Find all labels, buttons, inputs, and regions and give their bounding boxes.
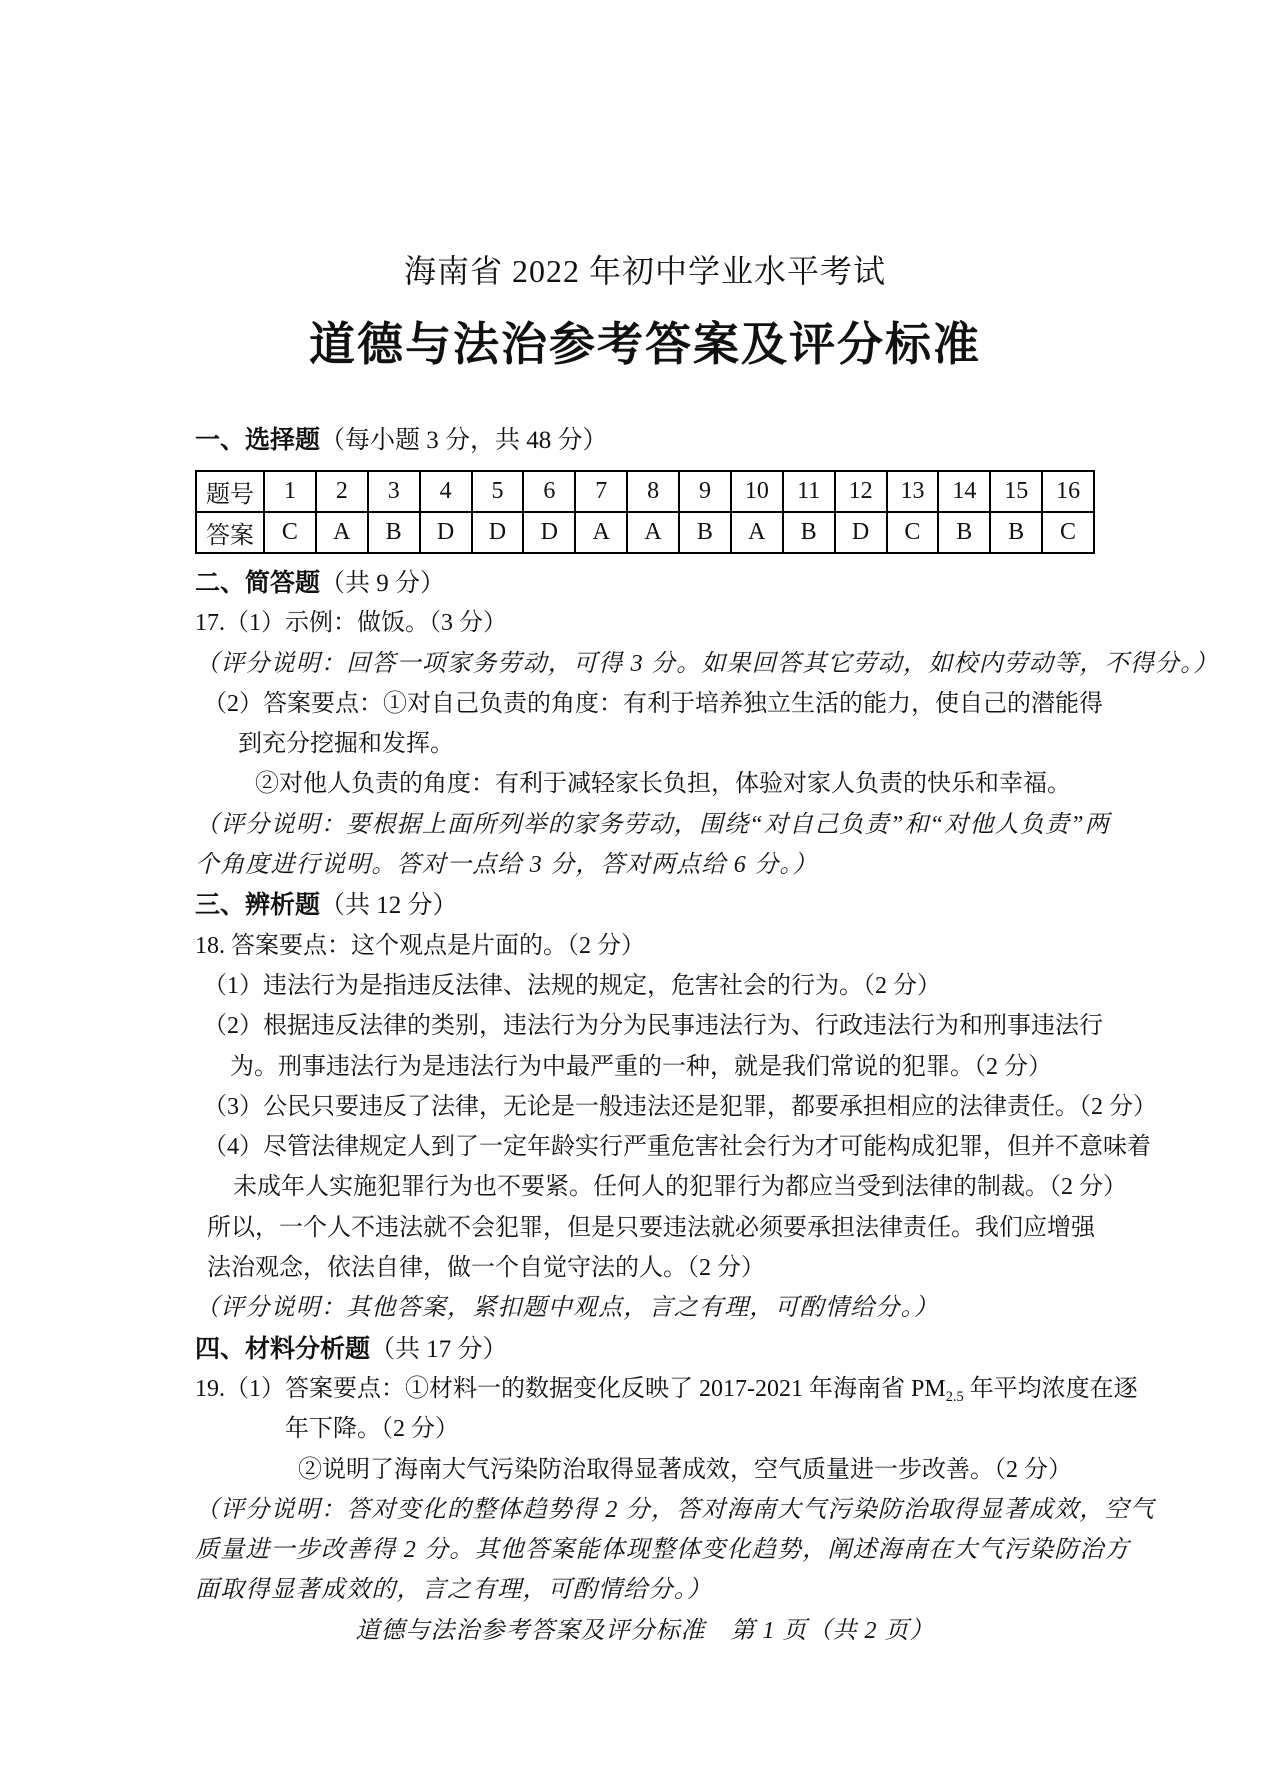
- text-run: （4）尽管法律规定人到了一定年龄实行严重危害社会行为才可能构成犯罪，但并不意味着: [203, 1134, 1151, 1161]
- answer-cell: C: [264, 512, 316, 553]
- question-number-cell: 12: [835, 471, 887, 512]
- section-heading: [195, 563, 1095, 603]
- question-number-row: [196, 471, 1094, 512]
- section-heading: [195, 885, 1095, 925]
- text-run: （评分说明：要根据上面所列举的家务劳动，围绕“对自己负责”和“对他人负责”两: [195, 811, 1110, 838]
- text-run: 到充分挖掘和发挥。: [238, 731, 454, 758]
- document-title: 道德与法治参考答案及评分标准: [309, 318, 981, 370]
- content-line: [195, 1006, 1103, 1046]
- text-run: 19.（1）答案要点：①材料一的数据变化反映了 2017-2021 年海南省 PM: [195, 1375, 946, 1402]
- section-1-label: 一、选择题: [195, 426, 321, 454]
- text-run: （2）答案要点：①对自己负责的角度：有利于培养独立生活的能力，使自己的潜能得: [203, 690, 1103, 717]
- question-number-row-label: 题号: [196, 471, 264, 512]
- multiple-choice-answer-table: [195, 470, 1095, 554]
- answer-cell: C: [1042, 512, 1094, 553]
- content-line: [195, 1087, 1157, 1127]
- content-line: [195, 805, 1110, 845]
- text-run: 法治观念，依法自律，做一个自觉守法的人。（2 分）: [207, 1255, 765, 1282]
- text-run: 年下降。（2 分）: [285, 1416, 459, 1443]
- text-run: （共 12 分）: [320, 892, 458, 920]
- content-line: [195, 1409, 1095, 1449]
- heading-label: 四、材料分析题: [195, 1334, 371, 1363]
- question-number-cell: 2: [316, 471, 368, 512]
- text-run: （评分说明：回答一项家务劳动，可得 3 分。如果回答其它劳动，如校内劳动等，不得分。）: [195, 650, 1219, 677]
- answer-cell: D: [523, 512, 575, 553]
- answer-cell: D: [835, 512, 887, 553]
- question-number-cell: 3: [368, 471, 420, 512]
- question-number-cell: 1: [264, 471, 316, 512]
- question-number-cell: 8: [627, 471, 679, 512]
- text-run: （评分说明：答对变化的整体趋势得 2 分，答对海南大气污染防治取得显著成效，空气: [195, 1496, 1155, 1523]
- page-footer: 道德与法治参考答案及评分标准 第 1 页（共 2 页）: [355, 1617, 935, 1644]
- exam-title: 海南省 2022 年初中学业水平考试: [403, 253, 886, 289]
- content-line: [195, 1208, 1095, 1248]
- text-run: 17.（1）示例：做饭。（3 分）: [195, 610, 507, 637]
- content-line: [195, 1127, 1151, 1167]
- answer-cell: B: [990, 512, 1042, 553]
- question-number-cell: 7: [575, 471, 627, 512]
- content-line: [195, 1490, 1155, 1530]
- content-line: [195, 724, 1095, 764]
- text-run: （共 17 分）: [370, 1335, 508, 1363]
- text-run: 为。刑事违法行为是违法行为中最严重的一种，就是我们常说的犯罪。（2 分）: [230, 1053, 1052, 1080]
- answer-cell: B: [368, 512, 420, 553]
- content-line: [195, 1369, 1138, 1409]
- content-line: [195, 1248, 1095, 1288]
- content-line: [195, 1570, 1095, 1610]
- text-run: （1）违法行为是指违反法律、法规的规定，危害社会的行为。（2 分）: [203, 972, 941, 999]
- text-run: 年平均浓度在逐: [963, 1375, 1138, 1402]
- question-number-cell: 11: [783, 471, 835, 512]
- text-run: （评分说明：其他答案，紧扣题中观点，言之有理，可酌情给分。）: [195, 1295, 939, 1322]
- question-number-cell: 5: [472, 471, 524, 512]
- heading-label: 二、简答题: [195, 569, 321, 597]
- text-run: （共 9 分）: [320, 570, 446, 597]
- content-line: [195, 1530, 1130, 1570]
- text-run: ②对他人负责的角度：有利于减轻家长负担，体验对家人负责的快乐和幸福。: [255, 771, 1071, 798]
- section-1-heading: [195, 420, 1095, 460]
- content-line: [195, 1047, 1095, 1087]
- content-line: [195, 845, 1095, 885]
- answer-cell: D: [472, 512, 524, 553]
- question-number-cell: 14: [938, 471, 990, 512]
- answer-cell: C: [887, 512, 939, 553]
- text-run: 质量进一步改善得 2 分。其他答案能体现整体变化趋势，阐述海南在大气污染防治方: [195, 1537, 1130, 1564]
- section-heading: [195, 1329, 1095, 1369]
- subscript-text: 2.5: [945, 1388, 964, 1405]
- answer-cell: A: [627, 512, 679, 553]
- answer-cell: D: [420, 512, 472, 553]
- content-line: [195, 603, 1095, 643]
- content-line: [195, 684, 1103, 724]
- answer-cell: B: [783, 512, 835, 553]
- answer-cell: A: [575, 512, 627, 553]
- text-run: 个角度进行说明。答对一点给 3 分，答对两点给 6 分。）: [195, 852, 818, 879]
- answer-row: [196, 512, 1094, 553]
- text-run: 面取得显著成效的，言之有理，可酌情给分。）: [195, 1577, 713, 1604]
- question-number-cell: 16: [1042, 471, 1094, 512]
- text-run: （2）根据违反法律的类别，违法行为分为民事违法行为、行政违法行为和刑事违法行: [203, 1013, 1103, 1040]
- content-line: [195, 1288, 1095, 1328]
- text-run: 未成年人实施犯罪行为也不要紧。任何人的犯罪行为都应当受到法律的制裁。（2 分）: [233, 1174, 1127, 1201]
- answer-cell: A: [316, 512, 368, 553]
- content-line: [195, 966, 1095, 1006]
- text-run: 18. 答案要点：这个观点是片面的。（2 分）: [195, 932, 645, 959]
- content-line: [195, 1450, 1095, 1490]
- answer-row-label: 答案: [196, 512, 264, 553]
- answer-cell: A: [731, 512, 783, 553]
- text-run: （3）公民只要违反了法律，无论是一般违法还是犯罪，都要承担相应的法律责任。（2 分）: [203, 1093, 1157, 1120]
- content-line: [195, 644, 1219, 684]
- question-number-cell: 4: [420, 471, 472, 512]
- answer-body: [195, 563, 1219, 1611]
- content-line: [195, 1167, 1127, 1207]
- answer-cell: B: [938, 512, 990, 553]
- content-line: [195, 926, 1095, 966]
- answer-cell: B: [679, 512, 731, 553]
- content-line: [195, 764, 1095, 804]
- text-run: 所以，一个人不违法就不会犯罪，但是只要违法就必须要承担法律责任。我们应增强: [207, 1214, 1095, 1241]
- question-number-cell: 13: [887, 471, 939, 512]
- question-number-cell: 10: [731, 471, 783, 512]
- heading-label: 三、辨析题: [195, 891, 321, 920]
- document-content: [195, 0, 1219, 1651]
- text-run: ②说明了海南大气污染防治取得显著成效，空气质量进一步改善。（2 分）: [298, 1456, 1072, 1483]
- question-number-cell: 15: [990, 471, 1042, 512]
- question-number-cell: 9: [679, 471, 731, 512]
- section-1-note: （每小题 3 分，共 48 分）: [320, 427, 608, 454]
- question-number-cell: 6: [523, 471, 575, 512]
